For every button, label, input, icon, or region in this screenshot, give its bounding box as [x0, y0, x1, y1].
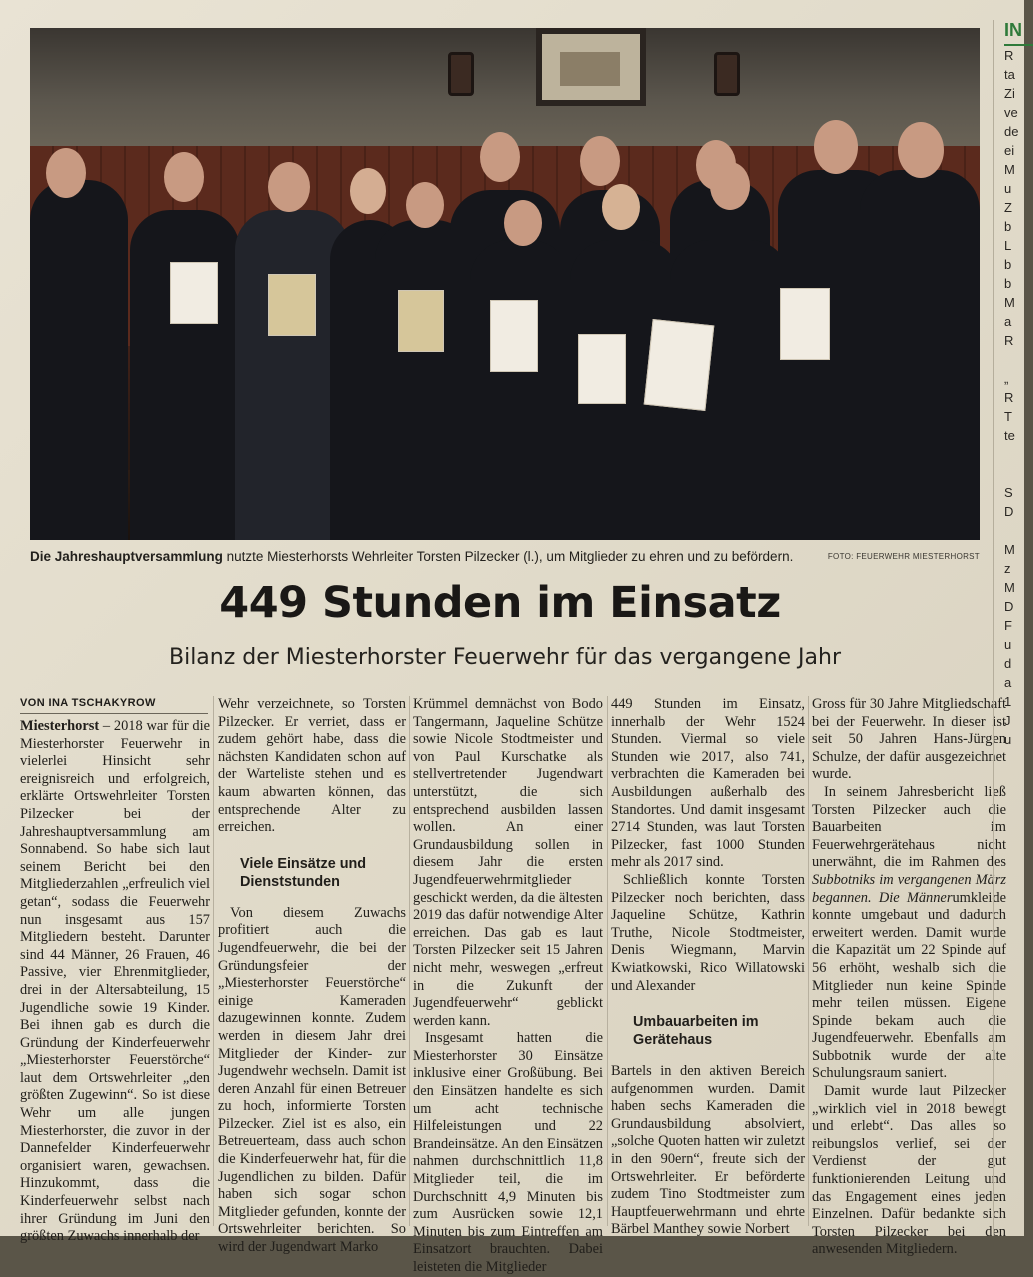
paragraph-text: umkleide konnte umgebaut und dadurch erweitert werden. Damit wurde die Kapazität um 22 Spinde auf 56 erhöht, weshalb sich die Mitglieder nun keine Spinde mehr teilen müssen. Eigene Spinde bekam auch die Jugendfeuerwehr. Ebenfalls am Subbotnik wurde der alte Schulungsraum saniert. — [812, 889, 1006, 1082]
photo-certificate — [170, 262, 218, 324]
photo-person-head — [46, 148, 86, 198]
photo-certificate — [780, 288, 830, 360]
paragraph: Schließlich konnte Torsten Pilzecker noch berichten, dass Jaqueline Schütze, Kathrin Truthe, Nicole Stodtmeister, Denis Wiegmann, Marvin Kwiatkowski, Rico Willatowski und Alexander — [611, 871, 805, 994]
article-column-5 — [812, 696, 1006, 1259]
neighbour-article-fragment — [993, 20, 1033, 1236]
paragraph: Damit wurde laut Pilzecker „wirklich viel in 2018 bewegt und erlebt“. Das alles so reibungslos verlief, sei der Verdienst der gut funktionierenden Leitung und das Engagement eines jeden Einzelnen. Dafür bedankte sich Torsten Pilzecker bei den anwesenden Mitgliedern. — [812, 1083, 1006, 1258]
photo-certificate — [644, 319, 715, 411]
photo-person — [860, 170, 980, 540]
photo-caption — [30, 549, 980, 569]
paragraph: 449 Stunden im Einsatz, innerhalb der Wehr 1524 Stunden. Viermal so viele Stunden wie 2017, also 741, verbrachten die Kameraden bei Ausbildungen außerhalb des Standortes. Und damit insgesamt 2714 Stunden, was laut Torsten Pilzecker, fast 1000 Stunden mehr als 2017 sind. — [611, 696, 805, 871]
column-divider — [409, 696, 410, 1226]
paragraph: Bartels in den aktiven Bereich aufgenommen wurden. Damit haben sechs Kameraden die Grundausbildung absolviert, „solche Quoten hatten wir zuletzt in den 90ern“, freute sich der Ortswehrleiter. Er beförderte zudem Tino Stodtmeister zum Hauptfeuerwehrmann und ehrte Bärbel Manthey sowie Norbert — [611, 1063, 805, 1238]
paragraph: Wehr verzeichnete, so Torsten Pilzecker. Er verriet, dass er zudem gehört habe, dass die nächsten Kandidaten schon auf der Warteliste stehen und es kaum abwarten können, das entsprechende Alter zu erreichen. — [218, 696, 406, 836]
photo-person-head — [814, 120, 858, 174]
photo-person — [470, 240, 570, 540]
column-divider — [607, 696, 608, 1226]
paragraph: Gross für 30 Jahre Mitgliedschaft bei der Feuerwehr. In dieser ist seit 50 Jahren Hans-Jürgen Schulze, der dafür ausgezeichnet wurde. — [812, 696, 1006, 783]
photo-person-head — [164, 152, 204, 202]
photo-credit: FOTO: FEUERWEHR MIESTERHORST — [827, 552, 980, 561]
neighbour-text-fragments: R ta Zi ve de ei M u Z b L b b M a R „ R T te S D M z M D F u d a 1 J u — [1004, 48, 1019, 747]
neighbour-section-label: IN — [1004, 20, 1033, 46]
photo-person-head — [480, 132, 520, 182]
photo-person-head — [406, 182, 444, 228]
photo-certificate — [490, 300, 538, 372]
photo-person-head — [710, 162, 750, 210]
caption-lead: Die Jahreshauptversammlung — [30, 549, 223, 564]
photo-certificate — [398, 290, 444, 352]
photo-certificate — [268, 274, 316, 336]
paragraph-text: In seinem Jahresbericht ließ Torsten Pilzecker auch die Bauarbeiten im Feuerwehrgerätehaus nicht unerwähnt, die im Rahmen des — [812, 783, 1006, 871]
photo-lantern-left — [448, 52, 474, 96]
subheading-einsaetze: Viele Einsätze und Dienststunden — [240, 855, 367, 890]
photo-certificate — [578, 334, 626, 404]
photo-person-head — [580, 136, 620, 186]
photo-wall-picture — [536, 28, 646, 106]
photo-person-head — [268, 162, 310, 212]
photo-person — [30, 180, 128, 540]
article-column-4 — [611, 696, 805, 1239]
headline: 449 Stunden im Einsatz — [219, 578, 781, 628]
photo-person-head — [898, 122, 944, 178]
subheading-umbauarbeiten: Umbauarbeiten im Gerätehaus — [633, 1014, 759, 1049]
paragraph — [812, 784, 1006, 1083]
paragraph-text-italic: Subbotniks im vergangenen März begannen. Die Männer — [812, 871, 1006, 906]
paragraph — [20, 718, 210, 1246]
photo-person-head — [504, 200, 542, 246]
photo-lantern-right — [714, 52, 740, 96]
paragraph: Insgesamt hatten die Miesterhorster 30 Einsätze inklusive einer Großübung. Bei den Einsätzen handelte es sich um acht technische Hilfeleistungen und 22 Brandeinsätze. An den Einsätzen nahmen durchschnittlich 11,8 Mitglieder teil, die im Durchschnitt 4,9 Minuten bis zum Ausrücken sowie 12,1 Minuten bis zum Eintreffen am Einsatzort brauchten. Dabei leisteten die Mitglieder — [413, 1030, 603, 1275]
photo-person-head — [602, 184, 640, 230]
group-photo — [30, 28, 980, 540]
byline: VON INA TSCHAKYROW — [20, 697, 208, 714]
paragraph-text: – 2018 war für die Miesterhorster Feuerwehr in vielerlei Hinsicht sehr ereignisreich und erfolgreich, erklärte Ortswehrleiter Torsten Pilzecker bei der Jahreshauptversammlung am Sonnabend. So habe sich laut seinem Bericht bei den Mitgliederzahlen „erfreulich viel getan“, sodass die Feuerwehr nun insgesamt aus 157 Mitgliedern besteht. Darunter sind 44 Männer, 26 Frauen, 46 Passive, vier Ehrenmitglieder, drei in der Altersabteilung, 15 Jugendliche sowie 19 Kinder. Bei ihnen gab es durch die Gründung der Kinderfeuerwehr „Miesterhorster Feuerstörche“ laut dem Ortswehrleiter „den größten Zugewinn“. So ist diese Wehr um alle jungen Miesterhorster, die zuvor in der Dannefelder Kinderfeuerwehr organisiert waren, gewachsen. Hinzukommt, dass die Kinderfeuerwehr selbst nach ihrer Gründung im Juni den größten Zuwachs innerhalb der — [20, 718, 210, 1245]
article-column-3 — [413, 696, 603, 1277]
dateline: Miesterhorst — [20, 718, 100, 734]
subheadline: Bilanz der Miesterhorster Feuerwehr für das vergangene Jahr — [168, 645, 842, 670]
article-column-2 — [218, 696, 406, 1257]
caption-text: nutzte Miesterhorsts Wehrleiter Torsten Pilzecker (l.), um Mitglieder zu ehren und zu befördern. — [222, 549, 794, 564]
paragraph: Von diesem Zuwachs profitiert auch die Jugendfeuerwehr, die bei der Gründungsfeier der „Miesterhorster Feuerstörche“ einige Kameraden dazugewinnen konnte. Zudem werden in diesem Jahr drei Mitglieder der Kinder- zur Jugendwehr wechseln. Damit ist deren Anzahl für einen Betreuer zu hoch, informierte Torsten Pilzecker. Ziel ist es also, ein Betreuerteam, dass auch schon die Kinderfeuerwehr hat, für die Jugendlichen zu bilden. Dafür haben sich sogar schon Mitglieder gefunden, konnte der Ortswehrleiter berichten. So wird der Jugendwart Marko — [218, 904, 406, 1256]
photo-person-head — [350, 168, 386, 214]
column-divider — [213, 696, 214, 1226]
paragraph: Krümmel demnächst von Bodo Tangermann, Jaqueline Schütze sowie Nicole Stodtmeister und von Paul Kurschatke als stellvertretender Jugendwart unterstützt, die sich entsprechend ausbilden lassen wollen. An einer Grundausbildung sollen in diesem Jahr die ersten Jugendfeuerwehrmitglieder geschickt werden, da die ältesten 2019 das dafür notwendige Alter erreichen. Das gab es laut Torsten Pilzecker seit 15 Jahren nicht mehr, weswegen „erfreut in die Zukunft der Jugendfeuerwehr“ geblickt werden kann. — [413, 696, 603, 1029]
article-column-1 — [20, 718, 210, 1246]
photo-person — [130, 210, 240, 540]
column-divider — [808, 696, 809, 1226]
